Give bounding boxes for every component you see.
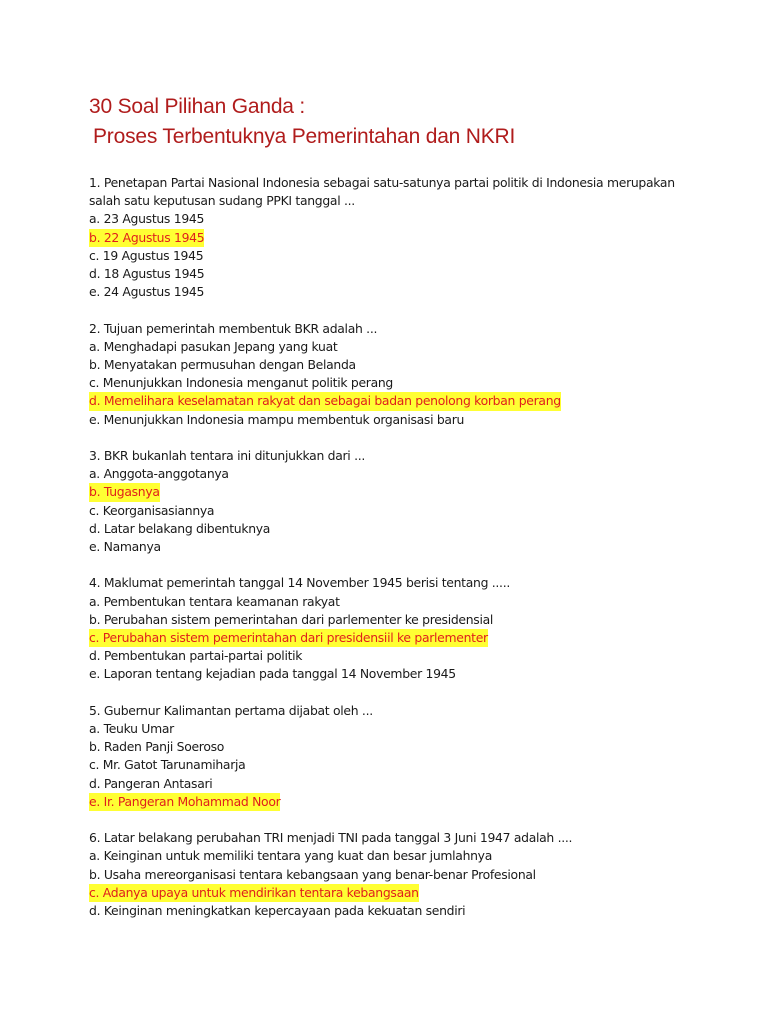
question-3	[89, 447, 749, 556]
option-correct-answer: c. Adanya upaya untuk mendirikan tentara kebangsaan	[89, 884, 419, 902]
question-5	[89, 702, 749, 811]
option: d. Latar belakang dibentuknya	[89, 520, 271, 536]
question-text: 2. Tujuan pemerintah membentuk BKR adalah ...	[89, 320, 378, 336]
option: e. Namanya	[89, 539, 161, 555]
option: e. 24 Agustus 1945	[89, 284, 205, 300]
option: e. Laporan tentang kejadian pada tanggal 14 November 1945	[89, 666, 456, 682]
question-text: 6. Latar belakang perubahan TRI menjadi TNI pada tanggal 3 Juni 1947 adalah ....	[89, 830, 573, 846]
option: a. Menghadapi pasukan Jepang yang kuat	[89, 338, 338, 354]
document-page	[89, 94, 749, 938]
question-4	[89, 574, 749, 683]
question-text: 4. Maklumat pemerintah tanggal 14 November 1945 berisi tentang .....	[89, 575, 510, 591]
document-subtitle: Proses Terbentuknya Pemerintahan dan NKRI	[93, 125, 516, 148]
option: a. Pembentukan tentara keamanan rakyat	[89, 593, 340, 609]
option: c. 19 Agustus 1945	[89, 247, 204, 263]
document-title: 30 Soal Pilihan Ganda :	[89, 95, 306, 118]
question-list	[89, 174, 749, 920]
question-2	[89, 320, 749, 429]
option-correct-answer: c. Perubahan sistem pemerintahan dari presidensiil ke parlementer	[89, 629, 488, 647]
option: c. Mr. Gatot Tarunamiharja	[89, 757, 246, 773]
question-1	[89, 174, 749, 301]
question-text: 1. Penetapan Partai Nasional Indonesia sebagai satu-satunya partai politik di Indonesia merupakan	[89, 175, 675, 190]
option: d. 18 Agustus 1945	[89, 266, 205, 282]
option-correct-answer: b. Tugasnya	[89, 483, 160, 501]
question-text: 3. BKR bukanlah tentara ini ditunjukkan dari ...	[89, 448, 366, 464]
option: b. Perubahan sistem pemerintahan dari parlementer ke presidensial	[89, 611, 494, 627]
option: b. Usaha mereorganisasi tentara kebangsaan yang benar-benar Profesional	[89, 866, 536, 882]
option-correct-answer: b. 22 Agustus 1945	[89, 229, 204, 247]
question-text: 5. Gubernur Kalimantan pertama dijabat oleh ...	[89, 702, 373, 718]
option-correct-answer: e. Ir. Pangeran Mohammad Noor	[89, 793, 280, 811]
option: c. Keorganisasiannya	[89, 502, 215, 518]
option: d. Keinginan meningkatkan kepercayaan pada kekuatan sendiri	[89, 903, 466, 919]
option: e. Menunjukkan Indonesia mampu membentuk organisasi baru	[89, 411, 465, 427]
option: d. Pembentukan partai-partai politik	[89, 648, 303, 664]
option: a. Anggota-anggotanya	[89, 466, 229, 482]
option: a. 23 Agustus 1945	[89, 211, 205, 227]
option: b. Raden Panji Soeroso	[89, 739, 225, 755]
option: d. Pangeran Antasari	[89, 775, 213, 791]
option: a. Teuku Umar	[89, 721, 174, 737]
option-correct-answer: d. Memelihara keselamatan rakyat dan sebagai badan penolong korban perang	[89, 392, 561, 410]
option: b. Menyatakan permusuhan dengan Belanda	[89, 357, 356, 373]
question-6	[89, 829, 749, 920]
question-text: salah satu keputusan sudang PPKI tanggal ...	[89, 193, 355, 209]
option: c. Menunjukkan Indonesia menganut politik perang	[89, 375, 393, 391]
option: a. Keinginan untuk memiliki tentara yang kuat dan besar jumlahnya	[89, 848, 493, 864]
